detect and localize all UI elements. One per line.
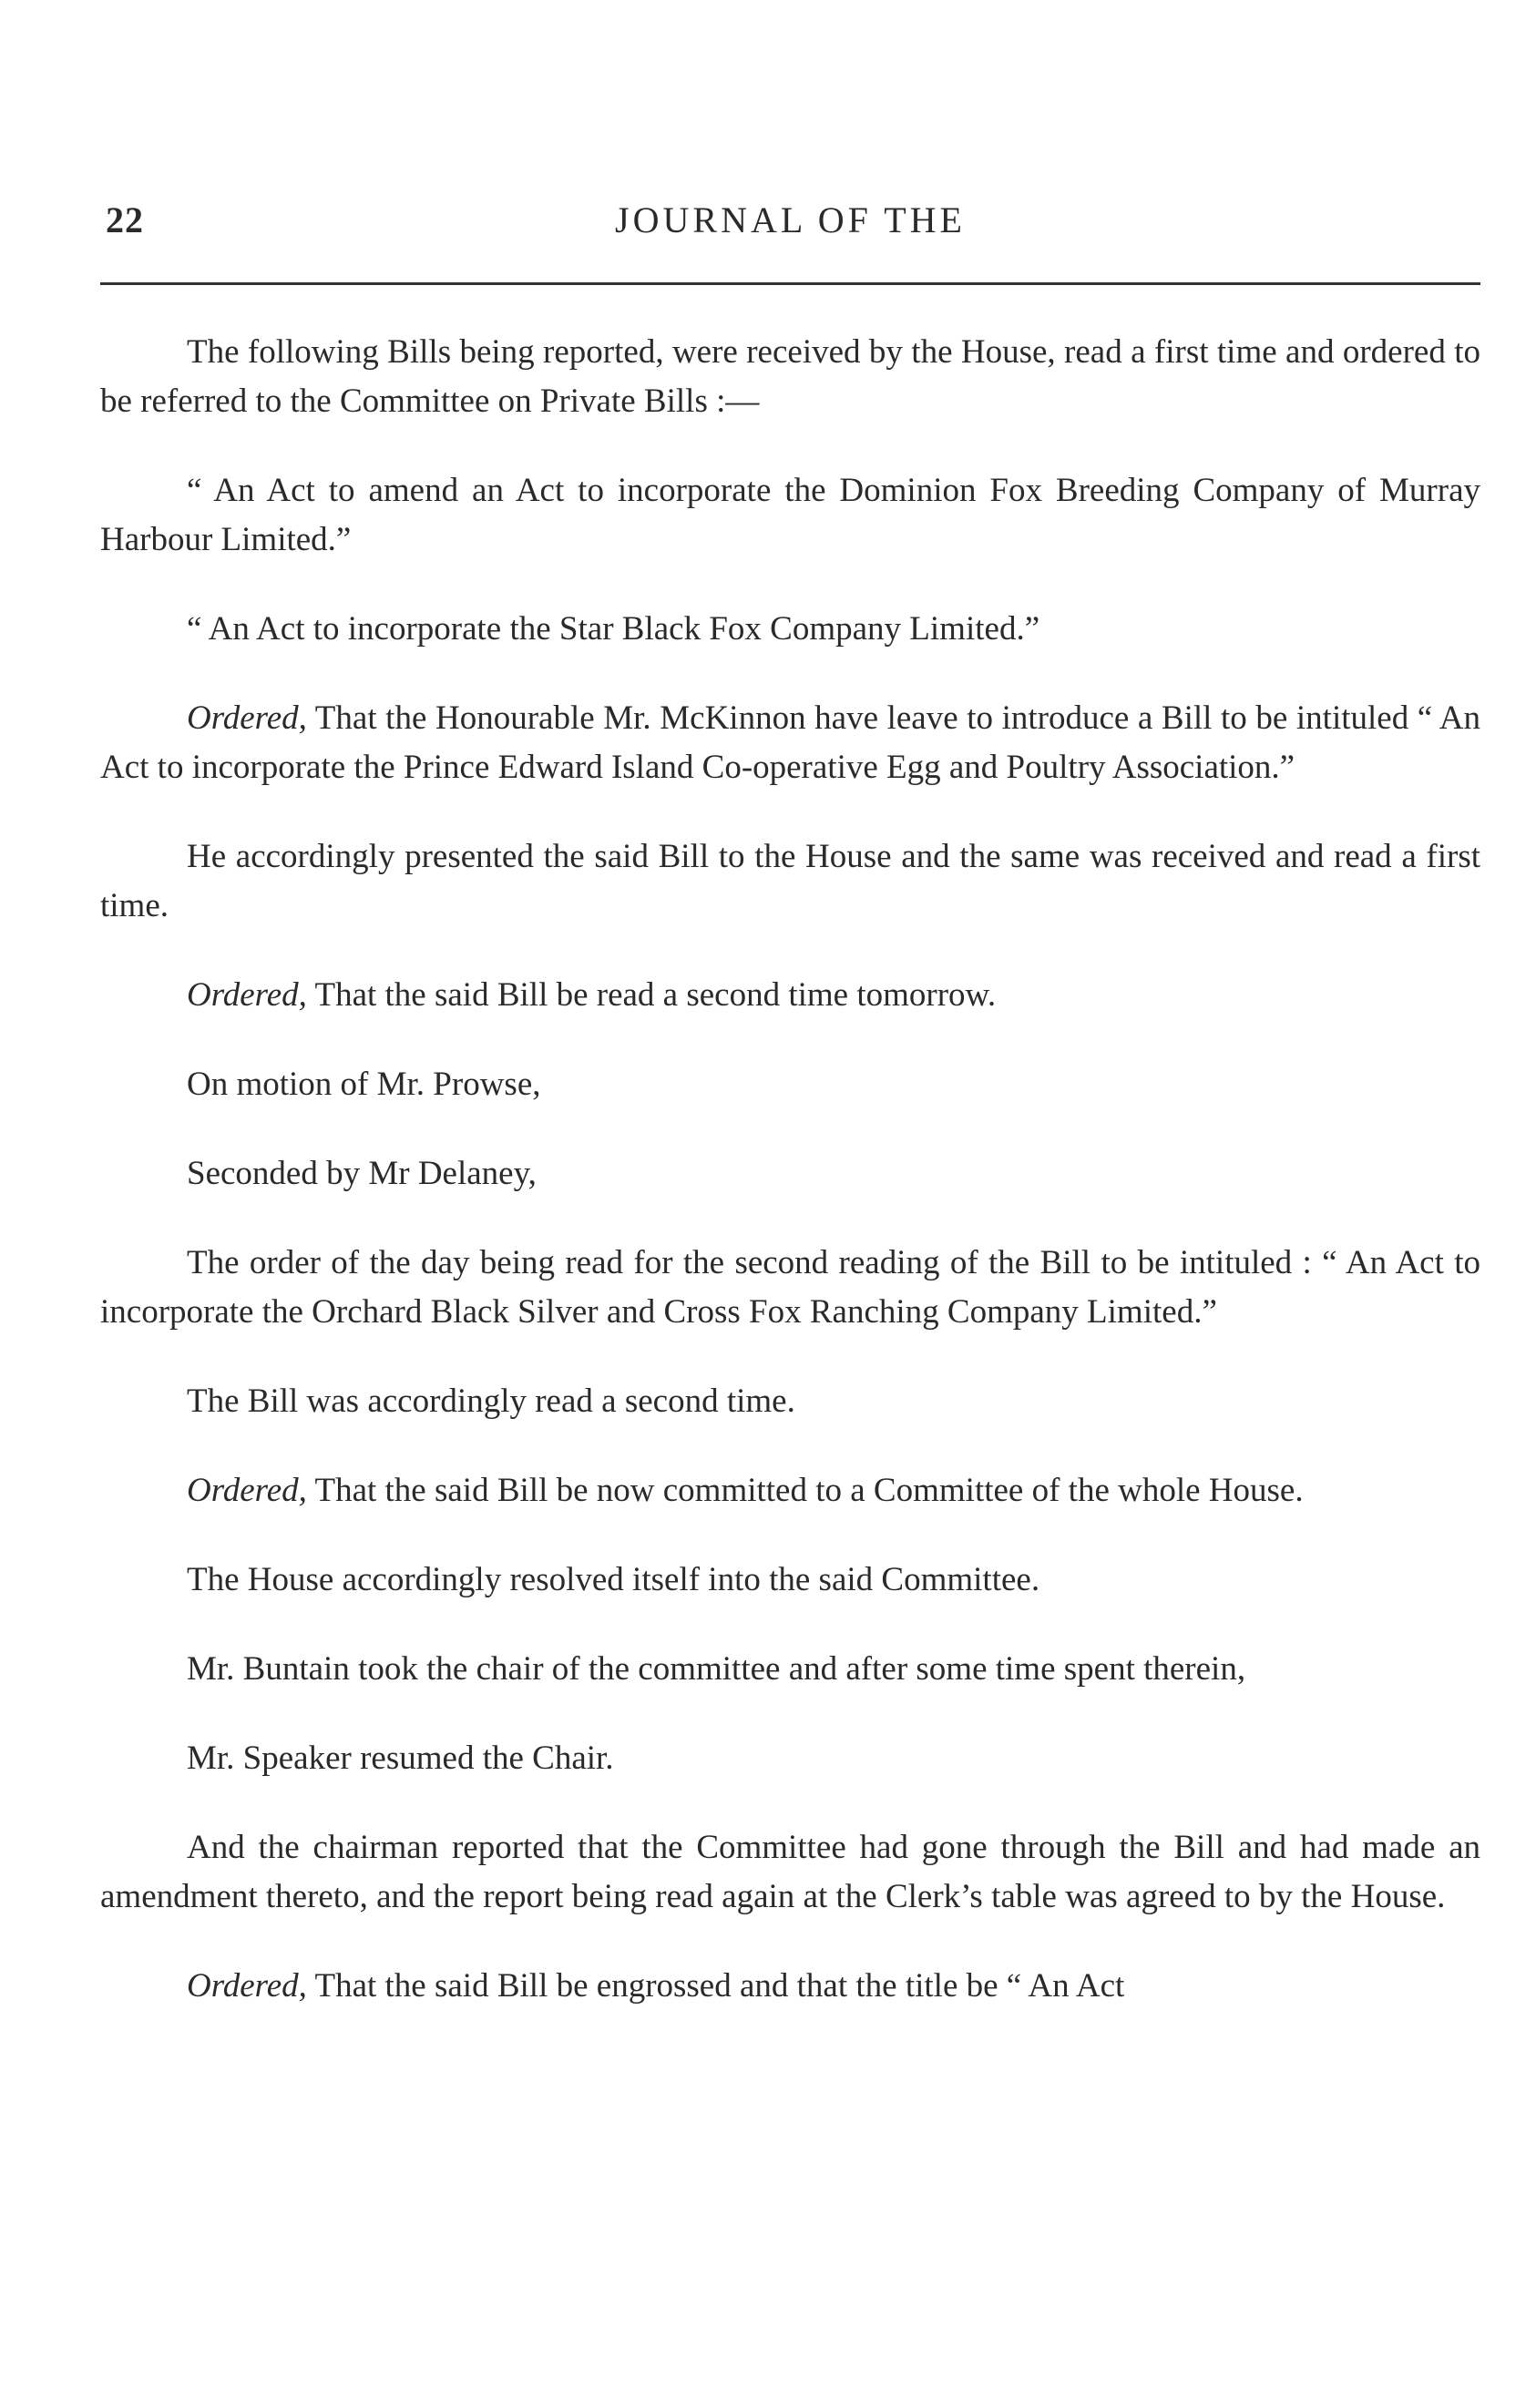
paragraph-star-black-fox-act bbox=[100, 605, 1480, 654]
running-head bbox=[100, 199, 1480, 253]
paragraph-seconded-delaney bbox=[100, 1149, 1480, 1199]
paragraph-resolved-committee bbox=[100, 1556, 1480, 1605]
paragraph-speaker-resumed bbox=[100, 1734, 1480, 1783]
paragraph-text: “ An Act to amend an Act to incorporate the Dominion Fox Breeding Company of Murray Harbour Limited.” bbox=[100, 472, 1480, 558]
ordered-lead: Ordered, bbox=[187, 1967, 307, 2005]
paragraph-text: The Bill was accordingly read a second time. bbox=[187, 1383, 795, 1420]
ordered-lead: Ordered, bbox=[187, 699, 307, 737]
paragraph-ordered-mckinnon bbox=[100, 694, 1480, 792]
page-number: 22 bbox=[106, 199, 144, 240]
paragraph-buntain-chair bbox=[100, 1645, 1480, 1694]
paragraph-text: That the said Bill be read a second time tomorrow. bbox=[314, 976, 997, 1014]
paragraph-text: The order of the day being read for the second reading of the Bill to be intituled : “ An Act to incorporate the Orchard Black Silver and Cross Fox Ranching Company Limited.” bbox=[100, 1244, 1480, 1331]
paragraph-text: The following Bills being reported, were received by the House, read a first time and ordered to be referred to the Committee on Private Bills :— bbox=[100, 333, 1480, 420]
paragraph-dominion-fox-act bbox=[100, 466, 1480, 565]
paragraph-text: That the said Bill be engrossed and that the title be “ An Act bbox=[314, 1967, 1125, 2005]
paragraph-order-of-day bbox=[100, 1239, 1480, 1337]
paragraph-text: The House accordingly resolved itself into the said Committee. bbox=[187, 1561, 1040, 1598]
paragraph-bills-reported bbox=[100, 328, 1480, 426]
paragraph-presented bbox=[100, 832, 1480, 931]
ordered-lead: Ordered, bbox=[187, 976, 307, 1014]
paragraph-ordered-committed bbox=[100, 1466, 1480, 1515]
running-title: JOURNAL OF THE bbox=[615, 199, 966, 240]
paragraph-text: And the chairman reported that the Committee had gone through the Bill and had made an amendment thereto, and the report being read again at the Clerk’s table was agreed to by the House. bbox=[100, 1829, 1480, 1915]
paragraph-text: He accordingly presented the said Bill to the House and the same was received and read a first time. bbox=[100, 838, 1480, 924]
paragraph-text: Seconded by Mr Delaney, bbox=[187, 1155, 537, 1192]
paragraph-ordered-engrossed bbox=[100, 1962, 1480, 2011]
paragraph-text: On motion of Mr. Prowse, bbox=[187, 1066, 541, 1103]
paragraph-read-second-time bbox=[100, 1377, 1480, 1426]
paragraph-text: Mr. Speaker resumed the Chair. bbox=[187, 1740, 614, 1777]
header-rule bbox=[100, 282, 1480, 285]
paragraph-motion-prowse bbox=[100, 1060, 1480, 1109]
journal-body bbox=[100, 328, 1480, 2011]
ordered-lead: Ordered, bbox=[187, 1472, 307, 1509]
paragraph-text: That the said Bill be now committed to a Committee of the whole House. bbox=[314, 1472, 1304, 1509]
paragraph-text: “ An Act to incorporate the Star Black Fox Company Limited.” bbox=[187, 610, 1040, 648]
paragraph-chairman-reported bbox=[100, 1823, 1480, 1922]
paragraph-text: Mr. Buntain took the chair of the committee and after some time spent therein, bbox=[187, 1650, 1246, 1688]
paragraph-text: That the Honourable Mr. McKinnon have leave to introduce a Bill to be intituled “ An Act to incorporate the Prince Edward Island Co-operative Egg and Poultry Association.” bbox=[100, 699, 1480, 786]
paragraph-ordered-second-reading bbox=[100, 971, 1480, 1020]
